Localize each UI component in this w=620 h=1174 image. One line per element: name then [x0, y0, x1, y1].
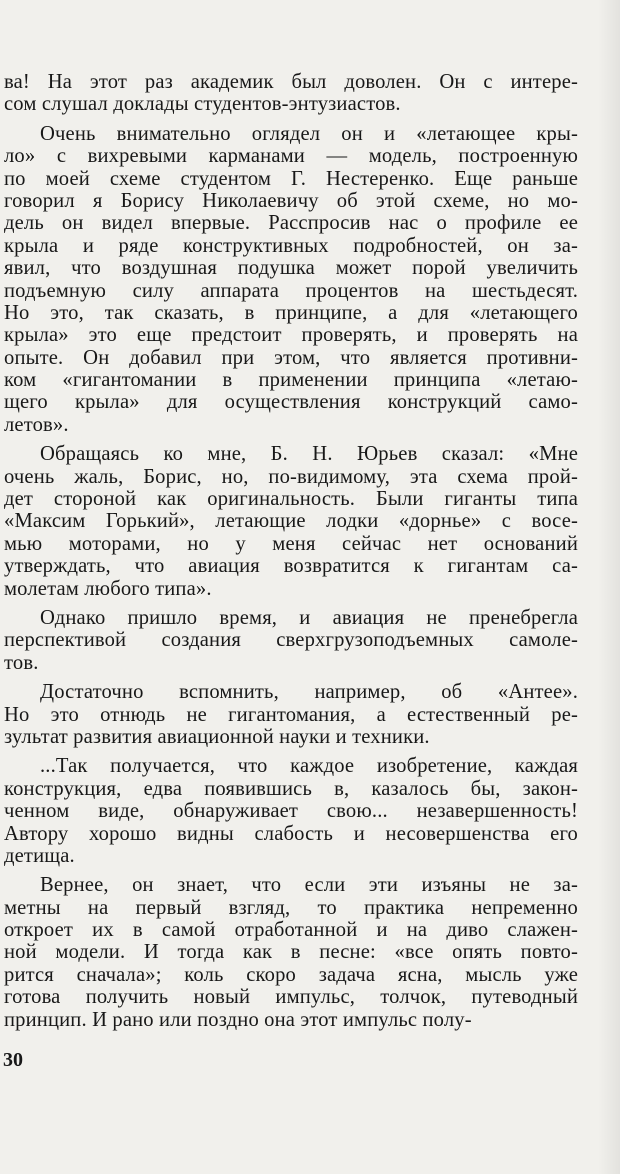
text-line: Достаточно вспомнить, например, об «Антее». — [40, 681, 578, 704]
text-line: Однако пришло время, и авиация не пренебрегла — [40, 606, 578, 629]
paragraph — [4, 443, 578, 600]
text-line: летов». — [4, 413, 69, 436]
text-line: рится сначала»; коль скоро задача ясна, мысль уже — [4, 963, 578, 986]
text-line: Очень внимательно оглядел он и «летающее кры- — [40, 122, 578, 145]
paragraph-gap — [4, 600, 578, 607]
text-line: дет стороной как оригинальность. Были гиганты типа — [4, 488, 578, 511]
text-line: детища. — [4, 844, 75, 867]
text-line: перспективой создания сверхгрузоподъемных самоле- — [4, 629, 578, 652]
text-line: метны на первый взгляд, то практика непременно — [4, 896, 578, 919]
text-line: «Максим Горький», летающие лодки «дорнье» с восе- — [4, 510, 578, 533]
text-line: говорил я Борису Николаевичу об этой схеме, но мо- — [4, 189, 578, 212]
text-line: Но это отнюдь не гигантомания, а естественный ре- — [4, 703, 578, 726]
text-line: ва! На этот раз академик был доволен. Он с интере- — [4, 71, 578, 93]
text-line: тов. — [4, 651, 39, 674]
paragraph — [4, 123, 578, 436]
text-line: по моей схеме студентом Г. Нестеренко. Еще раньше — [4, 167, 578, 190]
paragraph-gap — [4, 436, 578, 443]
text-line: Но это, так сказать, в принципе, а для «летающего — [4, 301, 578, 324]
text-line: крыла» это еще предстоит проверять, и проверять на — [4, 324, 578, 347]
text-line: крыла и ряде конструктивных подробностей, он за- — [4, 234, 578, 257]
text-line: готова получить новый импульс, толчок, путеводный — [4, 986, 578, 1009]
text-line: конструкция, едва появившись в, казалось бы, закон- — [4, 777, 578, 800]
paragraph — [4, 874, 578, 1031]
text-line: ...Так получается, что каждое изобретение, каждая — [40, 755, 578, 778]
text-line: зультат развития авиационной науки и техники. — [4, 725, 430, 748]
text-line: ной модели. И тогда как в песне: «все опять повто- — [4, 941, 578, 964]
paragraph — [4, 607, 578, 674]
body-text — [4, 71, 578, 1031]
paragraph — [4, 71, 578, 116]
text-line: принцип. И рано или поздно она этот импульс полу- — [4, 1008, 472, 1031]
text-line: откроет их в самой отработанной и на диво слажен- — [4, 919, 578, 942]
paragraph-gap — [4, 116, 578, 123]
text-line: явил, что воздушная подушка может порой увеличить — [4, 257, 578, 280]
text-line: сом слушал доклады студентов-энтузиастов. — [4, 93, 401, 116]
paragraph — [4, 755, 578, 867]
text-line: Вернее, он знает, что если эти изъяны не за- — [40, 874, 578, 897]
paragraph-gap — [4, 748, 578, 755]
text-line: Автору хорошо видны слабость и несовершенства его — [4, 822, 578, 845]
text-line: ло» с вихревыми карманами — модель, построенную — [4, 145, 578, 168]
text-line: ком «гигантомании в применении принципа «летаю- — [4, 369, 578, 392]
paragraph-gap — [4, 674, 578, 681]
text-line: очень жаль, Борис, но, по-видимому, эта схема прой- — [4, 465, 578, 488]
text-line: мью моторами, но у меня сейчас нет оснований — [4, 532, 578, 555]
text-line: Обращаясь ко мне, Б. Н. Юрьев сказал: «Мне — [40, 443, 578, 466]
page-number: 30 — [3, 1049, 23, 1071]
text-line: дель он видел впервые. Расспросив нас о профиле ее — [4, 212, 578, 235]
text-line: щего крыла» для осуществления конструкций само- — [4, 391, 578, 414]
text-line: подъемную силу аппарата процентов на шестьдесят. — [4, 279, 578, 302]
text-line: ченном виде, обнаруживает свою... незавершенность! — [4, 800, 578, 823]
text-line: опыте. Он добавил при этом, что является противни- — [4, 346, 578, 369]
text-line: молетам любого типа». — [4, 577, 212, 600]
page-gutter-shadow — [598, 0, 620, 1174]
text-line: утверждать, что авиация возвратится к гигантам са- — [4, 555, 578, 578]
paragraph — [4, 681, 578, 748]
paragraph-gap — [4, 867, 578, 874]
